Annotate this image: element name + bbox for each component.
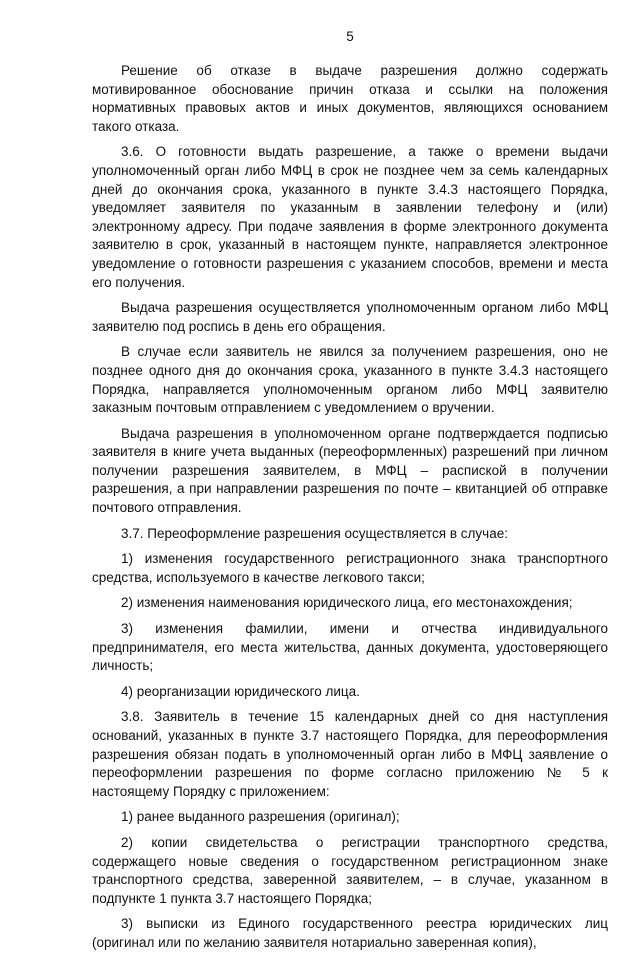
document-page (92, 28, 608, 960)
list-item-3-7-3: 3) изменения фамилии, имени и отчества индивидуального предпринимателя, его места жительства, данных документа, удостоверяющего личность; (92, 621, 608, 674)
list-item-3-7-2: 2) изменения наименования юридического лица, его местонахождения; (121, 595, 573, 611)
list-item-3-8-2: 2) копии свидетельства о регистрации транспортного средства, содержащего новые сведения о государственном регистрационном знаке транспортного средства, заверенной заявителем, – в случае, указанном в подпункте 1 пункта 3.7 настоящего Порядка; (92, 834, 608, 906)
paragraph-3-8: 3.8. Заявитель в течение 15 календарных дней со дня наступления оснований, указанных в пункте 3.7 настоящего Порядка, для переоформления разрешения обязан подать в уполномоченный орган либо в МФЦ заявление о переоформлении разрешения по форме согласно приложению № 5 к настоящему Порядку с приложением: (92, 709, 608, 799)
list-item-3-7-4: 4) реорганизации юридического лица. (121, 683, 360, 699)
list-item-3-8-3: 3) выписки из Единого государственного реестра юридических лиц (оригинал или по желанию заявителя нотариально заверенная копия), (92, 916, 608, 950)
list-item-3-7-1: 1) изменения государственного регистрационного знака транспортного средства, используемого в качестве легкового такси; (92, 551, 608, 585)
paragraph-3-6: 3.6. О готовности выдать разрешение, а также о времени выдачи уполномоченный орган либо МФЦ в срок не позднее чем за семь календарных дней до окончания срока, указанного в пункте 3.4.3 настоящего Порядка, уведомляет заявителя по указанным в заявлении телефону и (или) электронному адресу. При подаче заявления в форме электронного документа заявителю в срок, указанный в настоящем пункте, направляется электронное уведомление о готовности разрешения с указанием способов, времени и места его получения. (92, 144, 608, 290)
paragraph-refusal-decision: Решение об отказе в выдаче разрешения должно содержать мотивированное обоснование причин отказа и ссылки на положения нормативных правовых актов и иных документов, являющихся основанием такого отказа. (92, 63, 608, 134)
paragraph-3-7: 3.7. Переоформление разрешения осуществляется в случае: (121, 525, 508, 541)
paragraph-no-show: В случае если заявитель не явился за получением разрешения, оно не позднее одного дня до окончания срока, указанного в пункте 3.4.3 настоящего Порядка, направляется уполномоченным органом либо МФЦ заявителю заказным почтовым отправлением с уведомлением о вручении. (92, 344, 608, 416)
page-number: 5 (346, 29, 354, 44)
list-item-3-8-1: 1) ранее выданного разрешения (оригинал); (121, 809, 400, 825)
paragraph-issuance: Выдача разрешения осуществляется уполномоченным органом либо МФЦ заявителю под роспись в день его обращения. (92, 300, 608, 334)
paragraph-issuance-confirmation: Выдача разрешения в уполномоченном органе подтверждается подписью заявителя в книге учета выданных (переоформленных) разрешений при личном получении разрешения заявителем, в МФЦ – распиской в получении разрешения, а при направлении разрешения по почте – квитанцией об отправке почтового отправления. (92, 425, 608, 516)
